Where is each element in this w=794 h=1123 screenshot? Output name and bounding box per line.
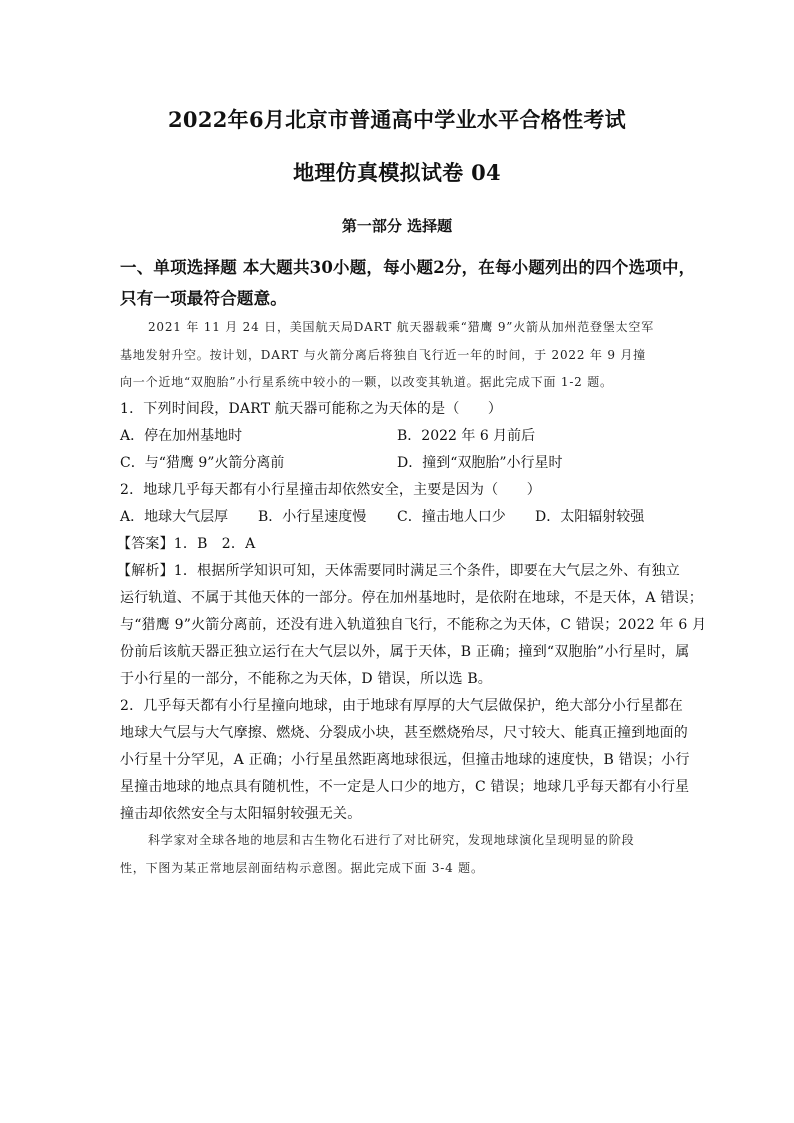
question-2-option-d: D．太阳辐射较强 [535, 509, 645, 525]
passage2-line: 科学家对全球各地的地层和古生物化石进行了对比研究，发现地球演化呈现明显的阶段 [148, 833, 635, 847]
question-1-option-c: C．与“猎鹰 9”火箭分离前 [120, 455, 285, 471]
passage1-line: 向一个近地“双胞胎”小行星系统中较小的一颗，以改变其轨道。据此完成下面 1-2 题。 [120, 375, 613, 389]
analysis-line: 份前后该航天器正独立运行在大气层以外，属于天体，B 正确；撞到“双胞胎”小行星时，属 [120, 644, 690, 660]
exam-title: 2022年6月北京市普通高中学业水平合格性考试 [168, 107, 626, 132]
passage2-line: 性，下图为某正常地层剖面结构示意图。据此完成下面 3-4 题。 [120, 861, 484, 875]
answer-line: 【答案】1．B 2．A [117, 536, 256, 552]
exam-subtitle: 地理仿真模拟试卷 04 [293, 160, 501, 185]
analysis-line: 地球大气层与大气摩擦、燃烧、分裂成小块，甚至燃烧殆尽，尺寸较大、能真正撞到地面的 [120, 725, 688, 741]
analysis-line: 星撞击地球的地点具有随机性，不一定是人口少的地方，C 错误；地球几乎每天都有小行星 [120, 779, 690, 795]
analysis-line: 于小行星的一部分，不能称之为天体，D 错误，所以选 B。 [120, 671, 493, 687]
analysis-line: 与“猎鹰 9”火箭分离前，还没有进入轨道独自飞行，不能称之为天体，C 错误；2022 年 6 月 [120, 617, 707, 633]
analysis-line: 2．几乎每天都有小行星撞向地球，由于地球有厚厚的大气层做保护，绝大部分小行星都在 [120, 698, 683, 714]
question-1-option-d: D．撞到“双胞胎”小行星时 [397, 455, 563, 471]
passage1-line: 基地发射升空。按计划，DART 与火箭分离后将独自飞行近一年的时间，于 2022 年 9 月撞 [120, 348, 646, 362]
analysis-line: 【解析】1．根据所学知识可知，天体需要同时满足三个条件，即要在大气层之外、有独立 [117, 563, 680, 579]
question-2-stem: 2．地球几乎每天都有小行星撞击却依然安全，主要是因为（ ） [120, 482, 541, 498]
part-heading: 第一部分 选择题 [341, 217, 453, 235]
section-heading-line2: 只有一项最符合题意。 [120, 289, 287, 308]
question-2-option-b: B．小行星速度慢 [258, 509, 367, 525]
analysis-line: 撞击却依然安全与太阳辐射较强无关。 [120, 806, 362, 822]
question-1-option-a: A．停在加州基地时 [120, 428, 243, 444]
question-2-option-a: A．地球大气层厚 [120, 509, 229, 525]
section-heading-line1: 一、单项选择题 本大题共30小题，每小题2分，在每小题列出的四个选项中， [120, 258, 696, 277]
question-1-stem: 1．下列时间段，DART 航天器可能称之为天体的是（ ） [120, 401, 503, 417]
passage1-line: 2021 年 11 月 24 日，美国航天局DART 航天器载乘“猎鹰 9”火箭从加州范登堡太空军 [148, 320, 655, 334]
question-2-option-c: C．撞击地人口少 [397, 509, 506, 525]
analysis-line: 小行星十分罕见，A 正确；小行星虽然距离地球很远，但撞击地球的速度快，B 错误；小行 [120, 752, 690, 768]
analysis-line: 运行轨道、不属于其他天体的一部分。停在加州基地时，是依附在地球，不是天体，A 错误； [120, 590, 703, 606]
question-1-option-b: B．2022 年 6 月前后 [397, 428, 536, 444]
